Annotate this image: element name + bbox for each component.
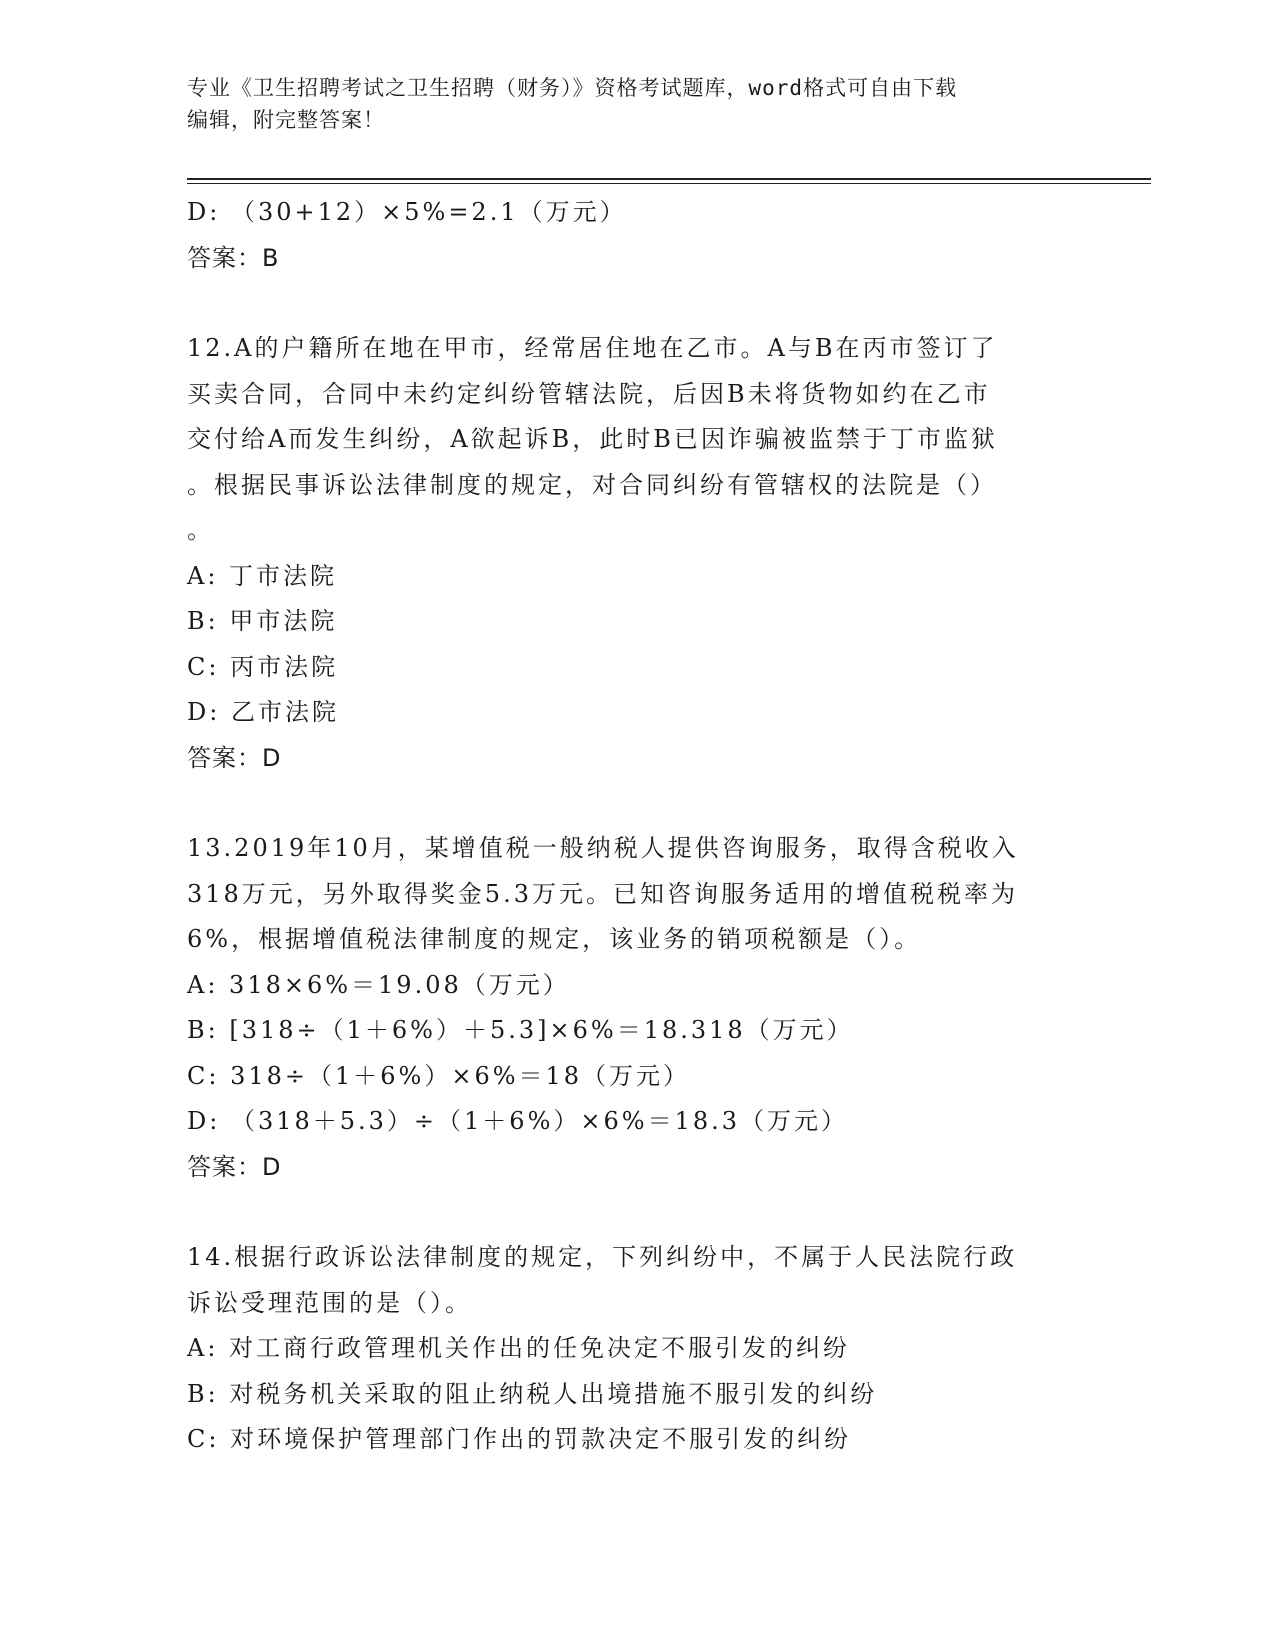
prev-question-tail [187,190,1087,281]
header-divider-thick [187,178,1151,180]
q12-answer: 答案：D [187,743,282,772]
q13-text-line: 6%，根据增值税法律制度的规定，该业务的销项税额是（）。 [187,925,922,953]
document-body [187,190,1087,1463]
header-line-1: 专业《卫生招聘考试之卫生招聘（财务）》资格考试题库，word格式可自由下载 [187,76,958,100]
q14-text-line: 诉讼受理范围的是（）。 [187,1288,472,1317]
q14-option-b: B: 对税务机关采取的阻止纳税人出境措施不服引发的纠纷 [187,1379,878,1408]
q12-text-line: 交付给A而发生纠纷，A欲起诉B，此时B已因诈骗被监禁于丁市监狱 [187,425,998,453]
q12-text-line: 。 [187,516,214,544]
q12-text-line: 12.A的户籍所在地在甲市，经常居住地在乙市。A与B在丙市签订了 [187,334,998,362]
q13-option-a: A: 318×6%＝19.08（万元） [187,970,570,999]
q12-option-c: C: 丙市法院 [187,652,339,681]
header-divider-thin [187,183,1151,184]
prev-option-d: D: （30+12）×5%=2.1（万元） [187,198,627,226]
q14-option-a: A: 对工商行政管理机关作出的任免决定不服引发的纠纷 [187,1334,851,1362]
question-14 [187,1235,1087,1463]
q12-option-a: A: 丁市法院 [187,561,338,590]
q14-option-c: C: 对环境保护管理部门作出的罚款决定不服引发的纠纷 [187,1425,852,1453]
spacer [187,1190,1087,1235]
spacer [187,281,1087,326]
header-line-2: 编辑，附完整答案！ [187,108,385,132]
q13-option-b: B: [318÷（1＋6%）＋5.3]×6%＝18.318（万元） [187,1016,854,1044]
q12-text-line: 买卖合同，合同中未约定纠纷管辖法院，后因B未将货物如约在乙市 [187,379,991,408]
document-header [187,72,1087,136]
q13-text-line: 318万元，另外取得奖金5.3万元。已知咨询服务适用的增值税税率为 [187,879,1018,908]
q12-text-line: 。根据民事诉讼法律制度的规定，对合同纠纷有管辖权的法院是（） [187,470,997,499]
question-12 [187,326,1087,781]
q14-text-line: 14.根据行政诉讼法律制度的规定，下列纠纷中，不属于人民法院行政 [187,1243,1018,1271]
prev-answer: 答案：B [187,243,280,272]
q13-option-d: D: （318＋5.3）÷（1＋6%）×6%＝18.3（万元） [187,1107,849,1135]
q12-option-d: D: 乙市法院 [187,698,339,726]
q13-option-c: C: 318÷（1＋6%）×6%＝18（万元） [187,1061,691,1090]
q13-text-line: 13.2019年10月，某增值税一般纳税人提供咨询服务，取得含税收入 [187,834,1019,862]
q13-answer: 答案：D [187,1152,282,1181]
question-13 [187,826,1087,1190]
spacer [187,781,1087,826]
q12-option-b: B: 甲市法院 [187,607,338,635]
